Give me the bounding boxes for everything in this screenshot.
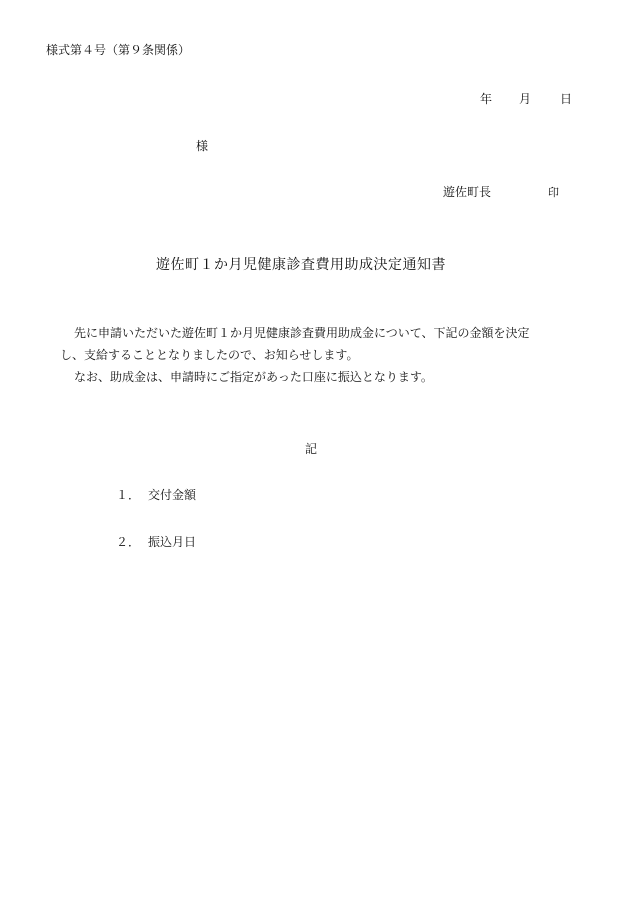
notice-body [50,322,582,388]
date-day-label: 日 [560,92,573,106]
list-item-number: ２． [116,535,141,549]
date-year-label: 年 [480,92,493,106]
document-title: 遊佐町１か月児健康診査費用助成決定通知書 [156,257,446,273]
list-item-label: 交付金額 [148,488,197,502]
paragraph-1 [50,322,582,366]
paragraph-2-line-1: なお、助成金は、申請時にご指定があった口座に振込となります。 [74,370,433,384]
date-month-label: 月 [519,92,532,106]
ki-heading: 記 [305,442,318,456]
recipient-suffix: 様 [196,139,209,153]
paragraph-1-line-2: し、支給することとなりましたので、お知らせします。 [60,348,359,362]
issuer-name: 遊佐町長 [443,185,492,199]
seal-mark: 印 [548,186,559,199]
list-item-grant-amount [116,489,316,503]
paragraph-1-line-1: 先に申請いただいた遊佐町１か月児健康診査費用助成金について、下記の金額を決定 [74,326,530,340]
paragraph-2 [50,366,582,388]
form-number: 様式第４号（第９条関係） [46,43,191,57]
list-item-number: １． [116,488,141,502]
list-item-transfer-date [116,536,316,550]
list-item-label: 振込月日 [148,535,197,549]
